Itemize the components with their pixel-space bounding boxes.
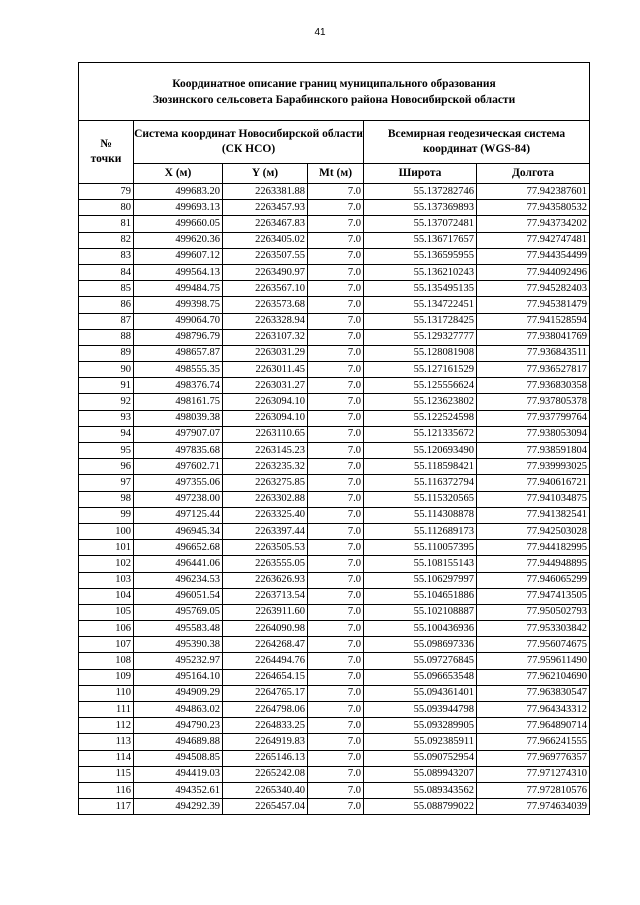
x-cell: 499683.20 [134,184,223,200]
mt-cell: 7.0 [308,540,364,556]
table-row [79,734,590,750]
latitude-cell: 55.121335672 [364,426,477,442]
latitude-cell: 55.137369893 [364,200,477,216]
latitude-cell: 55.120693490 [364,443,477,459]
x-cell: 497238.00 [134,491,223,507]
x-cell: 499607.12 [134,248,223,264]
y-cell: 2263325.40 [223,507,308,523]
point-number-header [79,121,134,184]
table-row [79,378,590,394]
point-number-cell: 107 [79,637,134,653]
point-number-cell: 116 [79,782,134,798]
table-row [79,588,590,604]
longitude-cell: 77.969776357 [477,750,590,766]
mt-cell: 7.0 [308,572,364,588]
y-cell: 2263911.60 [223,604,308,620]
latitude-cell: 55.089943207 [364,766,477,782]
table-row [79,443,590,459]
point-number-cell: 105 [79,604,134,620]
longitude-cell: 77.941034875 [477,491,590,507]
table-row [79,604,590,620]
latitude-cell: 55.136210243 [364,264,477,280]
table-row [79,750,590,766]
point-number-cell: 90 [79,362,134,378]
latitude-cell: 55.134722451 [364,297,477,313]
y-cell: 2265242.08 [223,766,308,782]
y-cell: 2263555.05 [223,556,308,572]
longitude-cell: 77.964343312 [477,702,590,718]
longitude-cell: 77.944092496 [477,264,590,280]
table-row [79,540,590,556]
table-row [79,669,590,685]
y-cell: 2265340.40 [223,782,308,798]
latitude-cell: 55.090752954 [364,750,477,766]
latitude-cell: 55.123623802 [364,394,477,410]
point-number-cell: 108 [79,653,134,669]
table-title [79,63,590,121]
longitude-cell: 77.962104690 [477,669,590,685]
mt-cell: 7.0 [308,734,364,750]
point-number-cell: 79 [79,184,134,200]
y-cell: 2263094.10 [223,394,308,410]
latitude-cell: 55.129327777 [364,329,477,345]
table-row [79,782,590,798]
title-line-1: Координатное описание границ муниципального образования [172,77,496,90]
y-cell: 2263107.32 [223,329,308,345]
longitude-cell: 77.944182995 [477,540,590,556]
mt-cell: 7.0 [308,702,364,718]
mt-cell: 7.0 [308,604,364,620]
y-cell: 2264090.98 [223,621,308,637]
latitude-cell: 55.114308878 [364,507,477,523]
point-number-cell: 82 [79,232,134,248]
point-number-cell: 103 [79,572,134,588]
mt-cell: 7.0 [308,588,364,604]
mt-cell: 7.0 [308,297,364,313]
x-cell: 494419.03 [134,766,223,782]
x-cell: 497125.44 [134,507,223,523]
x-cell: 496945.34 [134,523,223,539]
latitude-cell: 55.128081908 [364,345,477,361]
table-row [79,459,590,475]
latitude-cell: 55.116372794 [364,475,477,491]
table-row [79,556,590,572]
x-cell: 496652.68 [134,540,223,556]
y-cell: 2263031.27 [223,378,308,394]
x-cell: 495164.10 [134,669,223,685]
point-number-cell: 114 [79,750,134,766]
latitude-cell: 55.137282746 [364,184,477,200]
point-number-cell: 102 [79,556,134,572]
table-row [79,637,590,653]
mt-cell: 7.0 [308,621,364,637]
longitude-cell: 77.945282403 [477,281,590,297]
mt-cell: 7.0 [308,685,364,701]
mt-cell: 7.0 [308,718,364,734]
mt-cell: 7.0 [308,750,364,766]
longitude-cell: 77.947413505 [477,588,590,604]
latitude-cell: 55.112689173 [364,523,477,539]
y-cell: 2263713.54 [223,588,308,604]
y-cell: 2263031.29 [223,345,308,361]
table-row [79,184,590,200]
y-cell: 2264268.47 [223,637,308,653]
mt-cell: 7.0 [308,556,364,572]
latitude-cell: 55.093944798 [364,702,477,718]
mt-cell: 7.0 [308,426,364,442]
mt-cell: 7.0 [308,491,364,507]
point-number-cell: 85 [79,281,134,297]
longitude-cell: 77.959611490 [477,653,590,669]
point-number-cell: 100 [79,523,134,539]
latitude-cell: 55.108155143 [364,556,477,572]
x-cell: 499484.75 [134,281,223,297]
latitude-cell: 55.110057395 [364,540,477,556]
longitude-cell: 77.942503028 [477,523,590,539]
mt-cell: 7.0 [308,184,364,200]
point-number-cell: 81 [79,216,134,232]
x-cell: 499620.36 [134,232,223,248]
longitude-cell: 77.956074675 [477,637,590,653]
mt-cell: 7.0 [308,475,364,491]
point-number-cell: 86 [79,297,134,313]
longitude-cell: 77.940616721 [477,475,590,491]
longitude-cell: 77.936843511 [477,345,590,361]
table-row [79,702,590,718]
longitude-cell: 77.941528594 [477,313,590,329]
longitude-cell: 77.938041769 [477,329,590,345]
x-cell: 499064.70 [134,313,223,329]
table-row [79,281,590,297]
longitude-cell: 77.942747481 [477,232,590,248]
y-cell: 2264494.76 [223,653,308,669]
x-cell: 498555.35 [134,362,223,378]
y-cell: 2265457.04 [223,799,308,815]
x-cell: 498161.75 [134,394,223,410]
y-cell: 2263094.10 [223,410,308,426]
mt-cell: 7.0 [308,378,364,394]
latitude-cell: 55.131728425 [364,313,477,329]
x-cell: 494689.88 [134,734,223,750]
x-cell: 494352.61 [134,782,223,798]
y-cell: 2265146.13 [223,750,308,766]
title-line-2: Зюзинского сельсовета Барабинского района Новосибирской области [152,93,516,106]
table-row [79,523,590,539]
point-number-cell: 84 [79,264,134,280]
point-number-cell: 106 [79,621,134,637]
mt-cell: 7.0 [308,200,364,216]
point-number-cell: 83 [79,248,134,264]
mt-cell: 7.0 [308,669,364,685]
mt-cell: 7.0 [308,216,364,232]
table-row [79,410,590,426]
table-row [79,491,590,507]
y-cell: 2263381.88 [223,184,308,200]
y-cell: 2263490.97 [223,264,308,280]
y-cell: 2264798.06 [223,702,308,718]
latitude-cell: 55.104651886 [364,588,477,604]
latitude-cell: 55.093289905 [364,718,477,734]
wgs-system-header: Всемирная геодезическая система координат (WGS-84) [364,121,590,164]
y-cell: 2263467.83 [223,216,308,232]
x-cell: 496051.54 [134,588,223,604]
latitude-cell: 55.092385911 [364,734,477,750]
table-row [79,426,590,442]
point-number-cell: 101 [79,540,134,556]
mt-cell: 7.0 [308,637,364,653]
longitude-cell: 77.950502793 [477,604,590,620]
longitude-cell: 77.939993025 [477,459,590,475]
table-row [79,394,590,410]
y-cell: 2263507.55 [223,248,308,264]
y-cell: 2263573.68 [223,297,308,313]
x-cell: 495232.97 [134,653,223,669]
point-number-cell: 111 [79,702,134,718]
x-column-header: X (м) [134,164,223,184]
longitude-cell: 77.974634039 [477,799,590,815]
mt-cell: 7.0 [308,313,364,329]
point-number-cell: 99 [79,507,134,523]
table-row [79,362,590,378]
longitude-column-header: Долгота [477,164,590,184]
y-cell: 2263567.10 [223,281,308,297]
latitude-cell: 55.098697336 [364,637,477,653]
longitude-cell: 77.953303842 [477,621,590,637]
mt-cell: 7.0 [308,329,364,345]
x-cell: 494292.39 [134,799,223,815]
longitude-cell: 77.946065299 [477,572,590,588]
table-row [79,313,590,329]
table-row [79,718,590,734]
table-row [79,621,590,637]
table-row [79,766,590,782]
x-cell: 499564.13 [134,264,223,280]
mt-cell: 7.0 [308,799,364,815]
x-cell: 498796.79 [134,329,223,345]
x-cell: 497602.71 [134,459,223,475]
longitude-cell: 77.971274310 [477,766,590,782]
y-cell: 2263275.85 [223,475,308,491]
table-row [79,685,590,701]
latitude-cell: 55.137072481 [364,216,477,232]
latitude-cell: 55.125556624 [364,378,477,394]
latitude-cell: 55.089343562 [364,782,477,798]
mt-cell: 7.0 [308,281,364,297]
x-cell: 497907.07 [134,426,223,442]
longitude-cell: 77.945381479 [477,297,590,313]
table-body [79,184,590,815]
mt-cell: 7.0 [308,362,364,378]
x-cell: 495390.38 [134,637,223,653]
x-cell: 495769.05 [134,604,223,620]
table-row [79,329,590,345]
latitude-cell: 55.115320565 [364,491,477,507]
table-row [79,345,590,361]
point-number-cell: 98 [79,491,134,507]
y-cell: 2263505.53 [223,540,308,556]
longitude-cell: 77.944354499 [477,248,590,264]
point-number-cell: 93 [79,410,134,426]
y-cell: 2263011.45 [223,362,308,378]
mt-cell: 7.0 [308,523,364,539]
longitude-cell: 77.936527817 [477,362,590,378]
y-cell: 2263235.32 [223,459,308,475]
latitude-cell: 55.118598421 [364,459,477,475]
x-cell: 496234.53 [134,572,223,588]
mt-column-header: Mt (м) [308,164,364,184]
x-cell: 498039.38 [134,410,223,426]
point-number-cell: 104 [79,588,134,604]
latitude-cell: 55.136595955 [364,248,477,264]
x-cell: 496441.06 [134,556,223,572]
mt-cell: 7.0 [308,782,364,798]
table-row [79,475,590,491]
mt-cell: 7.0 [308,264,364,280]
point-number-word: точки [90,153,122,165]
longitude-cell: 77.943734202 [477,216,590,232]
longitude-cell: 77.972810576 [477,782,590,798]
latitude-cell: 55.135495135 [364,281,477,297]
table-row [79,507,590,523]
longitude-cell: 77.937805378 [477,394,590,410]
table-row [79,248,590,264]
mt-cell: 7.0 [308,345,364,361]
nso-system-header: Система координат Новосибирской области (СК НСО) [134,121,364,164]
y-cell: 2263626.93 [223,572,308,588]
latitude-column-header: Широта [364,164,477,184]
y-cell: 2263302.88 [223,491,308,507]
table-row [79,216,590,232]
point-number-cell: 97 [79,475,134,491]
table-row [79,264,590,280]
longitude-cell: 77.937799764 [477,410,590,426]
point-number-cell: 109 [79,669,134,685]
longitude-cell: 77.941382541 [477,507,590,523]
mt-cell: 7.0 [308,232,364,248]
point-number-cell: 110 [79,685,134,701]
point-number-cell: 87 [79,313,134,329]
latitude-cell: 55.122524598 [364,410,477,426]
x-cell: 494790.23 [134,718,223,734]
x-cell: 499693.13 [134,200,223,216]
latitude-cell: 55.088799022 [364,799,477,815]
mt-cell: 7.0 [308,653,364,669]
latitude-cell: 55.127161529 [364,362,477,378]
mt-cell: 7.0 [308,410,364,426]
table-row [79,799,590,815]
point-number-cell: 113 [79,734,134,750]
x-cell: 498376.74 [134,378,223,394]
table-row [79,297,590,313]
longitude-cell: 77.944948895 [477,556,590,572]
latitude-cell: 55.096653548 [364,669,477,685]
x-cell: 494909.29 [134,685,223,701]
point-number-cell: 112 [79,718,134,734]
table-row [79,232,590,248]
x-cell: 498657.87 [134,345,223,361]
y-cell: 2264919.83 [223,734,308,750]
point-number-cell: 80 [79,200,134,216]
point-number-cell: 117 [79,799,134,815]
point-number-cell: 91 [79,378,134,394]
longitude-cell: 77.938591804 [477,443,590,459]
longitude-cell: 77.963830547 [477,685,590,701]
coordinates-table [78,62,590,815]
mt-cell: 7.0 [308,443,364,459]
latitude-cell: 55.097276845 [364,653,477,669]
point-number-cell: 89 [79,345,134,361]
mt-cell: 7.0 [308,459,364,475]
page-number: 41 [314,27,326,38]
longitude-cell: 77.964890714 [477,718,590,734]
latitude-cell: 55.102108887 [364,604,477,620]
longitude-cell: 77.936830358 [477,378,590,394]
mt-cell: 7.0 [308,248,364,264]
latitude-cell: 55.100436936 [364,621,477,637]
x-cell: 494863.02 [134,702,223,718]
x-cell: 497835.68 [134,443,223,459]
y-cell: 2263328.94 [223,313,308,329]
y-cell: 2264765.17 [223,685,308,701]
x-cell: 497355.06 [134,475,223,491]
y-cell: 2263405.02 [223,232,308,248]
latitude-cell: 55.106297997 [364,572,477,588]
point-number-cell: 88 [79,329,134,345]
longitude-cell: 77.938053094 [477,426,590,442]
mt-cell: 7.0 [308,766,364,782]
point-number-cell: 95 [79,443,134,459]
latitude-cell: 55.136717657 [364,232,477,248]
point-number-cell: 115 [79,766,134,782]
longitude-cell: 77.966241555 [477,734,590,750]
y-cell: 2263110.65 [223,426,308,442]
x-cell: 495583.48 [134,621,223,637]
table-row [79,653,590,669]
x-cell: 499398.75 [134,297,223,313]
point-number-cell: 94 [79,426,134,442]
y-column-header: Y (м) [223,164,308,184]
y-cell: 2263397.44 [223,523,308,539]
y-cell: 2264833.25 [223,718,308,734]
table-row [79,200,590,216]
x-cell: 494508.85 [134,750,223,766]
y-cell: 2263145.23 [223,443,308,459]
x-cell: 499660.05 [134,216,223,232]
longitude-cell: 77.943580532 [477,200,590,216]
y-cell: 2263457.93 [223,200,308,216]
point-number-symbol: № [100,138,112,150]
longitude-cell: 77.942387601 [477,184,590,200]
table-row [79,572,590,588]
latitude-cell: 55.094361401 [364,685,477,701]
y-cell: 2264654.15 [223,669,308,685]
mt-cell: 7.0 [308,507,364,523]
mt-cell: 7.0 [308,394,364,410]
point-number-cell: 92 [79,394,134,410]
point-number-cell: 96 [79,459,134,475]
